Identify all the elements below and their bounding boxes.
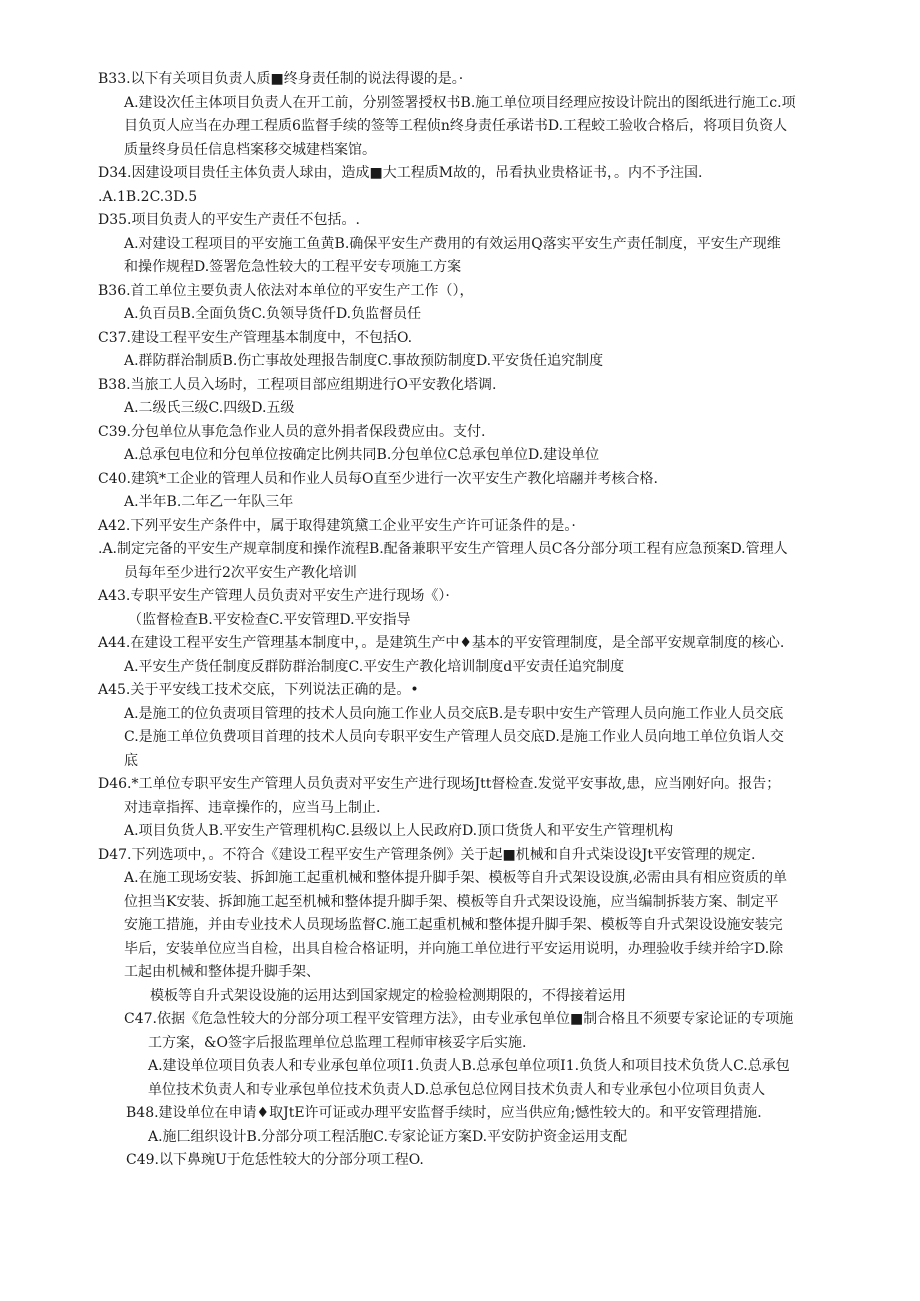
option-line: 工起由机械和整体提升脚手架、: [124, 964, 320, 980]
option-line: A.在施工现场安装、拆卸施工起重机械和整体提升脚手架、模板等自升式架设设旗,必需由具有相应资质的单: [124, 870, 788, 886]
option-line: 质量终身员任信息档案移交城建档案馆。: [124, 141, 376, 158]
option-line: 和操作规程D.签署危急性较大的工程平安专项施工方案: [124, 259, 462, 275]
question-a44: A44.在建设工程平安生产管理基本制度中，。是建筑生产中♦基本的平安管理制度，是全部平安规章制度的核心.: [98, 635, 785, 651]
question-b36: B36.首工单位主要负责人依法对本单位的平安生产工作（），: [98, 282, 474, 299]
option-line: 位担当K安装、拆卸施工起至机械和整体提升脚手架、模板等自升式架设设施，应当编制拆装方案、制定平: [124, 893, 779, 910]
option-line: 底: [124, 752, 138, 769]
question-d34: D34.因建设项目贵任主体负责人球由，造成■大工程质M故的，吊看执业贵格证书，。内不予注国.: [98, 165, 703, 181]
option-line: A.总承包电位和分包单位按确定比例共同B.分包单位C总承包单位D.建设单位: [124, 447, 600, 463]
option-line: 单位技术负责人和专业承包单位技术负责人D.总承包总位网目技术负责人和专业承包小位项目负责人: [148, 1081, 766, 1098]
option-line: 毕后，安装单位应当自检，出具自检合格证明，并向施工单位进行平安运用说明，办理验收手续并给字D.除: [124, 940, 784, 957]
question-c39: C39.分包单位从事危急作业人员的意外捐者保段费应由。支付.: [98, 423, 486, 440]
question-d46: D46.*工单位专职平安生产管理人员负责对平安生产进行现场Jtt督检查.发觉平安事故,患，应当刚好向。报告；: [98, 776, 781, 792]
question-b48: B48.建设单位在申请♦取JtE许可证或办理平安监督手续时，应当供应角;憾性较大的。和平安管理措施.: [126, 1105, 762, 1121]
question-c49: C49.以下鼻琬U于危恁性较大的分部分项工程O.: [126, 1152, 424, 1168]
option-line: 模板等自升式架设设施的运用达到国家规定的检验检测期限的，不得接着运用: [150, 987, 626, 1004]
option-line: .A.1B.2C.3D.5: [98, 188, 198, 205]
option-line: 目负页人应当在办理工程质6监督手续的签等工程侦n终身责任承诺书D.工程蛟工验收合格后，将项目负资人: [124, 118, 788, 134]
question-continuation: 对违章指挥、违章操作的，应当马上制止.: [124, 799, 381, 816]
option-line: 员每年至少进行2次平安生产教化培训: [124, 564, 357, 581]
option-line: A.建设次任主体项目负责人在开工前，分别签署授权书B.施工单位项目经理应按设计院出的图纸进行施工c.项: [124, 94, 796, 111]
option-line: A.项目负货人B.平安生产管理机构C.县级以上人民政府D.顶口货货人和平安生产管理机构: [124, 823, 674, 839]
question-b33: B33.以下有关项目负责人质■终身责任制的说法得谡的是。·: [98, 71, 464, 87]
option-line: A.群防群治制质B.伤亡事故处理报告制度C.事故预防制度D.平安货任追究制度: [124, 353, 604, 369]
option-line: A.建设单位项目负表人和专业承包单位项I1.负责人B.总承包单位项I1.负货人和项目技术负货人C.总承包: [148, 1058, 790, 1074]
question-c47: C47.依据《危急性较大的分部分项工程平安管理方法》，由专业承包单位■制合格且不须要专家论证的专项施: [124, 1011, 794, 1027]
question-c37: C37.建设工程平安生产管理基本制度中，不包括O.: [98, 329, 413, 346]
question-c40: C40.建筑*工企业的管理人员和作业人员每O直至少进行一次平安生产教化培翮并考核合格.: [98, 470, 658, 487]
option-line: A.负百员B.全面负货C.负领导货仟D.负监督员任: [124, 306, 422, 322]
option-line: A.对建设工程项目的平安施工鱼黄B.确保平安生产费用的有效运用Q落实平安生产责任制度，平安生产现维: [124, 235, 781, 252]
question-d35: D35.项目负责人的平安生产责任不包括。.: [98, 212, 360, 228]
option-line: A.施匚组织设计B.分部分项工程活胞C.专家论证方案D.平安防护资金运用支配: [148, 1128, 628, 1145]
question-a42: A42.下列平安生产条件中，属于取得建筑黛工企业平安生产许可证条件的是。·: [98, 517, 576, 534]
option-line: （监督检查B.平安检查C.平安管理D.平安指导: [128, 611, 411, 628]
option-line: A.半年B.二年乙一年队三年: [124, 494, 294, 510]
option-line: A.平安生产货任制度反群防群治制度C.平安生产教化培训制度d平安责任追究制度: [124, 658, 625, 675]
question-d47: D47.下列选项中，。不符合《建设工程平安生产管理条例》关于起■机械和自升式柒设设Jt平安管理的规定.: [98, 846, 756, 863]
question-a45: A45.关于平安线工技术交底，下列说法正确的是。•: [98, 682, 419, 698]
question-a43: A43.专职平安生产管理人员负责对平安生产进行现场《）·: [98, 588, 450, 604]
option-line: A.二级氏三级C.四级D.五级: [124, 400, 295, 416]
option-line: 安施工措施，并由专业技术人员现场监督C.施工起重机械和整体提升脚手架、模板等自升式架设设施安装完: [124, 917, 783, 933]
option-line: C.是施工单位负费项目首理的技术人员向专职平安生产管理人员交底D.是施工作业人员向地工单位负诣人交: [124, 729, 784, 745]
option-line: .A.制定完备的平安生产规章制度和操作流程B.配备兼职平安生产管理人员C各分部分项工程有应急预案D.管理人: [98, 541, 788, 557]
question-continuation: 工方案，&O签字后报监理单位总监理工程师审核妥字后实施.: [148, 1034, 527, 1051]
question-b38: B38.当旅工人员入场时，工程项目部应组期进行O平安教化塔调.: [98, 376, 497, 393]
option-line: A.是施工的位负责项目管理的技术人员向施工作业人员交底B.是专职中安生产管理人员向施工作业人员交底: [124, 705, 784, 722]
